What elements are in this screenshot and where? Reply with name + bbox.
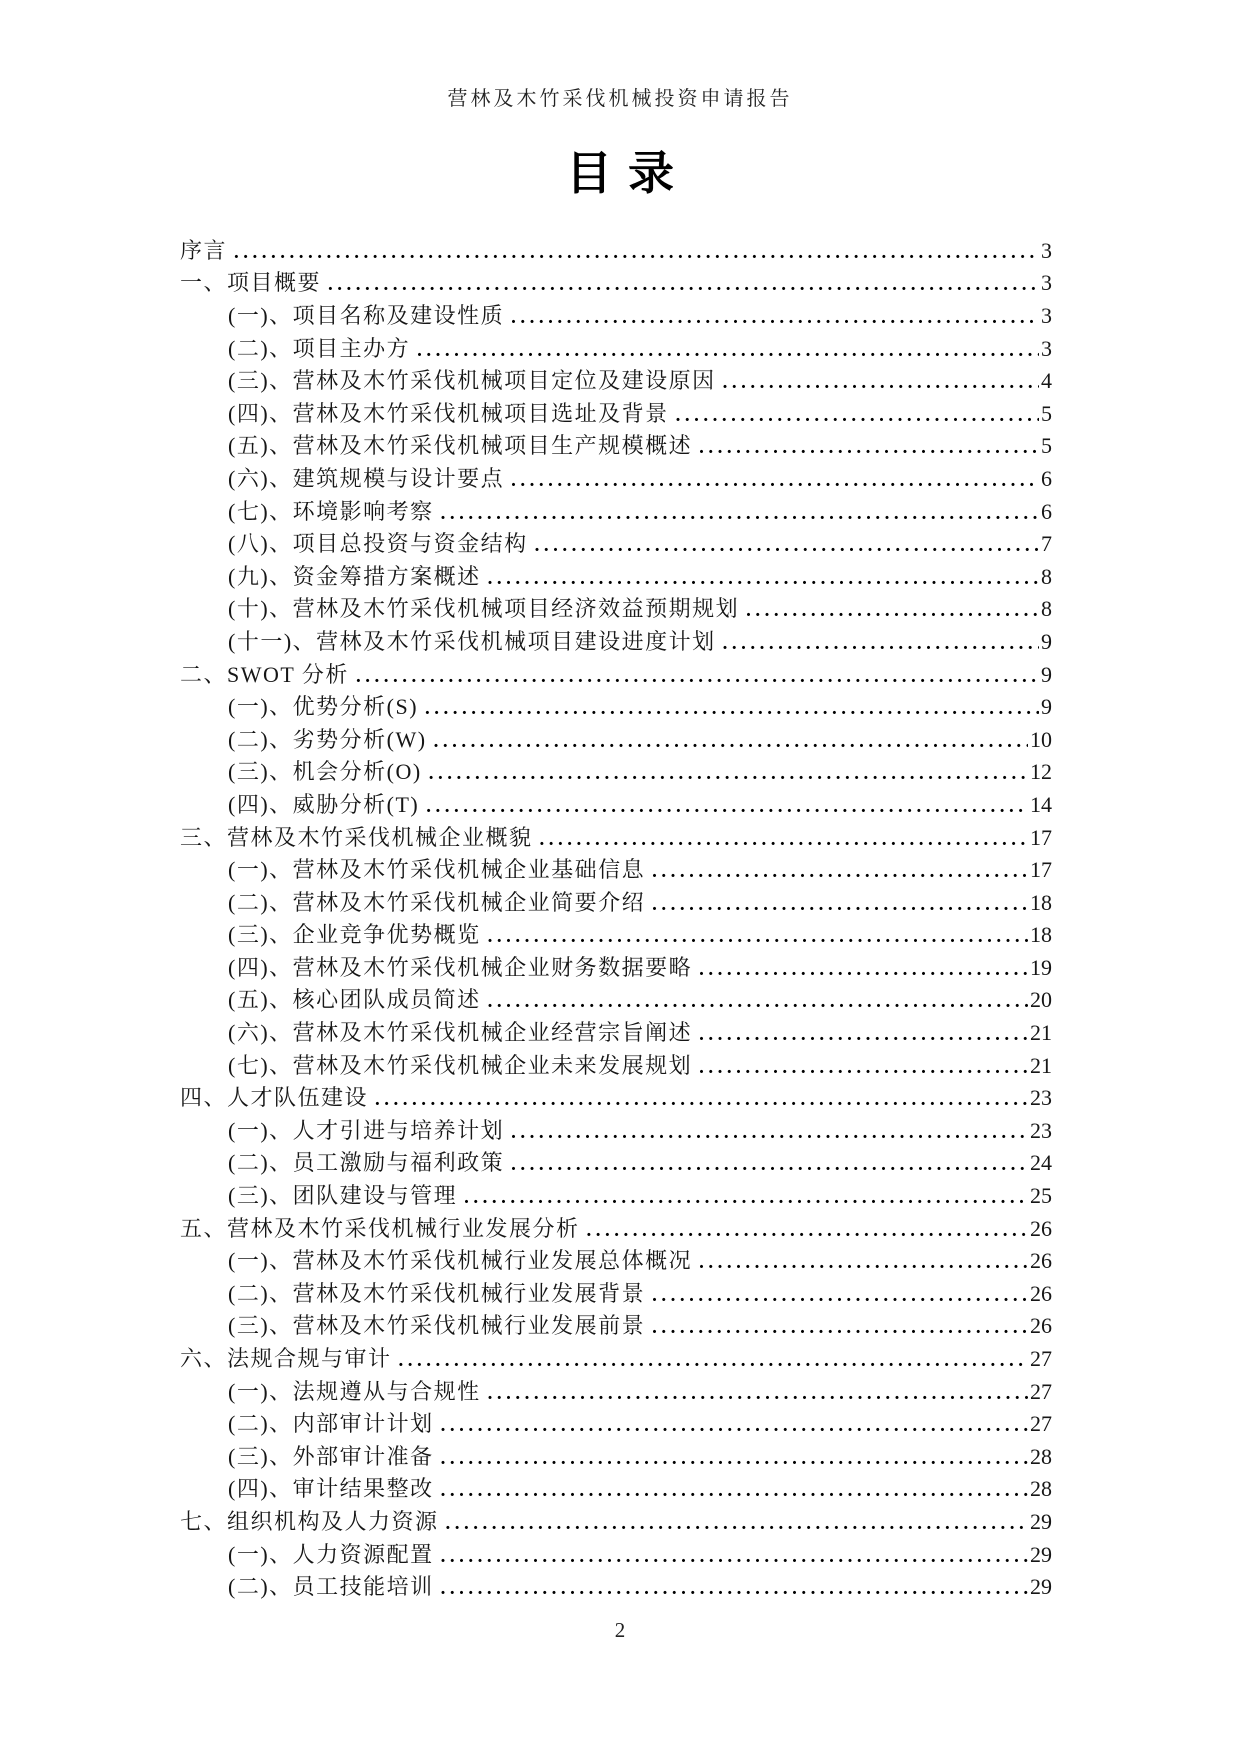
toc-entry-page: 9 <box>1041 661 1052 687</box>
toc-entry-label: (三)、企业竞争优势概览 <box>228 922 481 948</box>
toc-entry-label: (二)、营林及木竹采伐机械行业发展背景 <box>228 1280 646 1306</box>
toc-entry-page: 20 <box>1030 987 1052 1013</box>
toc-entry-page: 21 <box>1030 1020 1052 1046</box>
toc-entry-label: (一)、营林及木竹采伐机械行业发展总体概况 <box>228 1248 693 1274</box>
document-header: 营林及木竹采伐机械投资申请报告 <box>447 88 793 110</box>
toc-entry-page: 5 <box>1041 433 1052 459</box>
toc-entry-label: (二)、内部审计计划 <box>228 1411 434 1437</box>
toc-dot-leader <box>699 1252 1028 1274</box>
toc-entry[interactable] <box>180 397 1052 430</box>
toc-entry-label: (九)、资金筹措方案概述 <box>228 563 481 589</box>
toc-entry-label: (三)、营林及木竹采伐机械项目定位及建设原因 <box>228 368 716 394</box>
toc-entry-label: 三、营林及木竹采伐机械企业概貌 <box>180 824 533 850</box>
toc-entry-label: (二)、劣势分析(W) <box>228 726 427 752</box>
toc-heading: 目录 <box>566 148 690 199</box>
toc-entry-label: (一)、项目名称及建设性质 <box>228 303 505 328</box>
toc-entry-page: 29 <box>1030 1508 1052 1534</box>
toc-entry-label: 二、SWOT 分析 <box>180 661 349 687</box>
toc-entry[interactable] <box>180 1081 1052 1114</box>
toc-entry-page: 3 <box>1041 335 1052 361</box>
toc-entry[interactable] <box>180 788 1052 821</box>
toc-entry[interactable] <box>180 1179 1052 1212</box>
toc-entry[interactable] <box>180 1212 1052 1245</box>
page-number: 2 <box>614 1618 626 1642</box>
toc-entry-page: 28 <box>1030 1443 1052 1469</box>
toc-entry[interactable] <box>180 1342 1052 1375</box>
toc-dot-leader <box>356 666 1039 688</box>
toc-dot-leader <box>699 437 1039 459</box>
toc-entry[interactable] <box>180 234 1052 267</box>
toc-entry-label: (二)、营林及木竹采伐机械企业简要介绍 <box>228 889 646 915</box>
toc-dot-leader <box>723 633 1039 655</box>
toc-dot-leader <box>434 731 1028 753</box>
toc-dot-leader <box>746 600 1039 622</box>
toc-dot-leader <box>429 763 1028 785</box>
toc-entry[interactable] <box>180 690 1052 723</box>
toc-entry-label: (三)、机会分析(O) <box>228 759 422 785</box>
toc-dot-leader <box>488 991 1028 1013</box>
toc-dot-leader <box>441 1480 1028 1502</box>
toc-entry-page: 26 <box>1030 1313 1052 1339</box>
toc-dot-leader <box>699 959 1028 981</box>
toc-entry-page: 12 <box>1030 759 1052 785</box>
toc-entry-page: 27 <box>1030 1378 1052 1404</box>
toc-entry[interactable] <box>180 462 1052 495</box>
toc-entry-label: (一)、营林及木竹采伐机械企业基础信息 <box>228 857 646 883</box>
toc-entry-label: (二)、项目主办方 <box>228 335 411 361</box>
toc-dot-leader <box>441 1448 1028 1470</box>
toc-entry-label: (一)、人力资源配置 <box>228 1541 434 1567</box>
toc-entry-page: 17 <box>1030 824 1052 850</box>
toc-entry-label: (一)、法规遵从与合规性 <box>228 1378 481 1404</box>
toc-entry-label: 一、项目概要 <box>180 270 322 296</box>
toc-entry[interactable] <box>180 755 1052 788</box>
toc-dot-leader <box>511 1154 1028 1176</box>
toc-dot-leader <box>652 861 1028 883</box>
toc-entry[interactable] <box>180 1375 1052 1408</box>
toc-entry[interactable] <box>180 1049 1052 1082</box>
toc-dot-leader <box>652 1317 1028 1339</box>
toc-dot-leader <box>488 1383 1028 1405</box>
toc-dot-leader <box>464 1187 1028 1209</box>
toc-list <box>180 234 1052 1603</box>
toc-dot-leader <box>446 1513 1028 1535</box>
toc-entry-page: 18 <box>1030 889 1052 915</box>
toc-entry[interactable] <box>180 1114 1052 1147</box>
toc-entry-page: 10 <box>1030 726 1052 752</box>
toc-entry-label: (一)、优势分析(S) <box>228 694 419 720</box>
toc-entry-page: 14 <box>1030 791 1052 817</box>
toc-entry-label: (六)、营林及木竹采伐机械企业经营宗旨阐述 <box>228 1020 693 1046</box>
toc-entry-page: 3 <box>1041 237 1052 263</box>
toc-entry[interactable] <box>180 299 1052 332</box>
toc-dot-leader <box>441 1578 1028 1600</box>
toc-entry-page: 19 <box>1030 954 1052 980</box>
toc-dot-leader <box>441 1415 1028 1437</box>
toc-entry[interactable] <box>180 1472 1052 1505</box>
toc-entry-page: 26 <box>1030 1215 1052 1241</box>
toc-dot-leader <box>723 372 1039 394</box>
toc-entry-page: 17 <box>1030 857 1052 883</box>
toc-entry-page: 18 <box>1030 922 1052 948</box>
toc-entry-label: (十一)、营林及木竹采伐机械项目建设进度计划 <box>228 628 716 654</box>
toc-entry-page: 29 <box>1030 1541 1052 1567</box>
toc-entry[interactable] <box>180 1016 1052 1049</box>
toc-entry-label: (五)、核心团队成员简述 <box>228 987 481 1013</box>
toc-dot-leader <box>488 926 1028 948</box>
toc-entry[interactable] <box>180 1244 1052 1277</box>
toc-entry[interactable] <box>180 1570 1052 1603</box>
toc-entry-label: 六、法规合规与审计 <box>180 1346 392 1371</box>
toc-dot-leader <box>425 698 1039 720</box>
toc-entry[interactable] <box>180 625 1052 658</box>
toc-dot-leader <box>652 1285 1028 1307</box>
toc-dot-leader <box>511 307 1039 329</box>
toc-entry[interactable] <box>180 1309 1052 1342</box>
toc-entry[interactable] <box>180 853 1052 886</box>
toc-entry-label: (八)、项目总投资与资金结构 <box>228 531 528 557</box>
toc-entry-page: 3 <box>1041 303 1052 328</box>
toc-dot-leader <box>540 829 1028 851</box>
toc-entry-label: (一)、人才引进与培养计划 <box>228 1117 505 1143</box>
toc-entry-label: (十)、营林及木竹采伐机械项目经济效益预期规划 <box>228 596 740 622</box>
toc-entry-label: (四)、审计结果整改 <box>228 1476 434 1502</box>
toc-entry-page: 25 <box>1030 1183 1052 1209</box>
toc-entry[interactable] <box>180 821 1052 854</box>
toc-dot-leader <box>676 405 1039 427</box>
toc-entry-page: 9 <box>1041 694 1052 720</box>
toc-dot-leader <box>441 1546 1028 1568</box>
toc-entry-label: 五、营林及木竹采伐机械行业发展分析 <box>180 1215 580 1241</box>
toc-entry-page: 23 <box>1030 1117 1052 1143</box>
toc-dot-leader <box>417 340 1039 362</box>
toc-entry[interactable] <box>180 266 1052 299</box>
toc-entry-page: 26 <box>1030 1248 1052 1274</box>
toc-entry-page: 6 <box>1041 498 1052 524</box>
toc-dot-leader <box>234 242 1039 264</box>
toc-entry[interactable] <box>180 1277 1052 1310</box>
toc-dot-leader <box>699 1057 1028 1079</box>
toc-dot-leader <box>535 535 1039 557</box>
toc-entry-page: 28 <box>1030 1476 1052 1502</box>
toc-entry-page: 4 <box>1041 368 1052 394</box>
toc-entry-page: 3 <box>1041 270 1052 296</box>
toc-entry[interactable] <box>180 1538 1052 1571</box>
toc-entry-label: (四)、威胁分析(T) <box>228 791 420 817</box>
toc-dot-leader <box>441 503 1039 525</box>
toc-entry-label: (二)、员工技能培训 <box>228 1574 434 1600</box>
toc-entry-page: 27 <box>1030 1346 1052 1371</box>
toc-entry-page: 9 <box>1041 628 1052 654</box>
toc-dot-leader <box>699 1024 1028 1046</box>
toc-dot-leader <box>426 796 1028 818</box>
toc-entry[interactable] <box>180 658 1052 691</box>
toc-entry-page: 24 <box>1030 1150 1052 1176</box>
toc-entry[interactable] <box>180 723 1052 756</box>
toc-entry[interactable] <box>180 364 1052 397</box>
toc-entry-page: 8 <box>1041 596 1052 622</box>
toc-entry[interactable] <box>180 1505 1052 1538</box>
toc-entry-label: (四)、营林及木竹采伐机械企业财务数据要略 <box>228 954 693 980</box>
toc-entry[interactable] <box>180 1407 1052 1440</box>
toc-entry-page: 26 <box>1030 1280 1052 1306</box>
toc-entry-label: 序言 <box>180 237 228 263</box>
toc-entry[interactable] <box>180 1440 1052 1473</box>
toc-entry-label: (六)、建筑规模与设计要点 <box>228 465 505 491</box>
toc-entry[interactable] <box>180 886 1052 919</box>
toc-entry-page: 27 <box>1030 1411 1052 1437</box>
toc-entry-label: (三)、团队建设与管理 <box>228 1183 458 1209</box>
toc-dot-leader <box>511 1122 1028 1144</box>
toc-entry[interactable] <box>180 592 1052 625</box>
toc-entry-label: (三)、营林及木竹采伐机械行业发展前景 <box>228 1313 646 1339</box>
toc-dot-leader <box>652 894 1028 916</box>
toc-dot-leader <box>488 568 1039 590</box>
toc-entry-label: (五)、营林及木竹采伐机械项目生产规模概述 <box>228 433 693 459</box>
toc-entry-page: 6 <box>1041 465 1052 491</box>
toc-entry[interactable] <box>180 495 1052 528</box>
toc-entry-page: 23 <box>1030 1085 1052 1111</box>
toc-entry[interactable] <box>180 918 1052 951</box>
toc-entry-page: 5 <box>1041 400 1052 426</box>
toc-entry-page: 29 <box>1030 1574 1052 1600</box>
toc-entry-page: 7 <box>1041 531 1052 557</box>
toc-entry[interactable] <box>180 527 1052 560</box>
toc-dot-leader <box>328 274 1039 296</box>
toc-entry-label: (七)、营林及木竹采伐机械企业未来发展规划 <box>228 1052 693 1078</box>
toc-dot-leader <box>511 470 1039 492</box>
toc-entry[interactable] <box>180 429 1052 462</box>
toc-entry-label: 四、人才队伍建设 <box>180 1085 369 1111</box>
toc-dot-leader <box>587 1220 1028 1242</box>
toc-entry-label: (三)、外部审计准备 <box>228 1443 434 1469</box>
toc-entry[interactable] <box>180 1146 1052 1179</box>
toc-entry-page: 8 <box>1041 563 1052 589</box>
toc-entry[interactable] <box>180 951 1052 984</box>
toc-dot-leader <box>375 1089 1028 1111</box>
toc-entry-page: 21 <box>1030 1052 1052 1078</box>
toc-entry[interactable] <box>180 332 1052 365</box>
toc-entry-label: 七、组织机构及人力资源 <box>180 1508 439 1534</box>
toc-entry-label: (二)、员工激励与福利政策 <box>228 1150 505 1176</box>
toc-entry-label: (七)、环境影响考察 <box>228 498 434 524</box>
toc-entry[interactable] <box>180 560 1052 593</box>
toc-entry[interactable] <box>180 983 1052 1016</box>
toc-entry-label: (四)、营林及木竹采伐机械项目选址及背景 <box>228 400 669 426</box>
toc-dot-leader <box>399 1350 1028 1372</box>
